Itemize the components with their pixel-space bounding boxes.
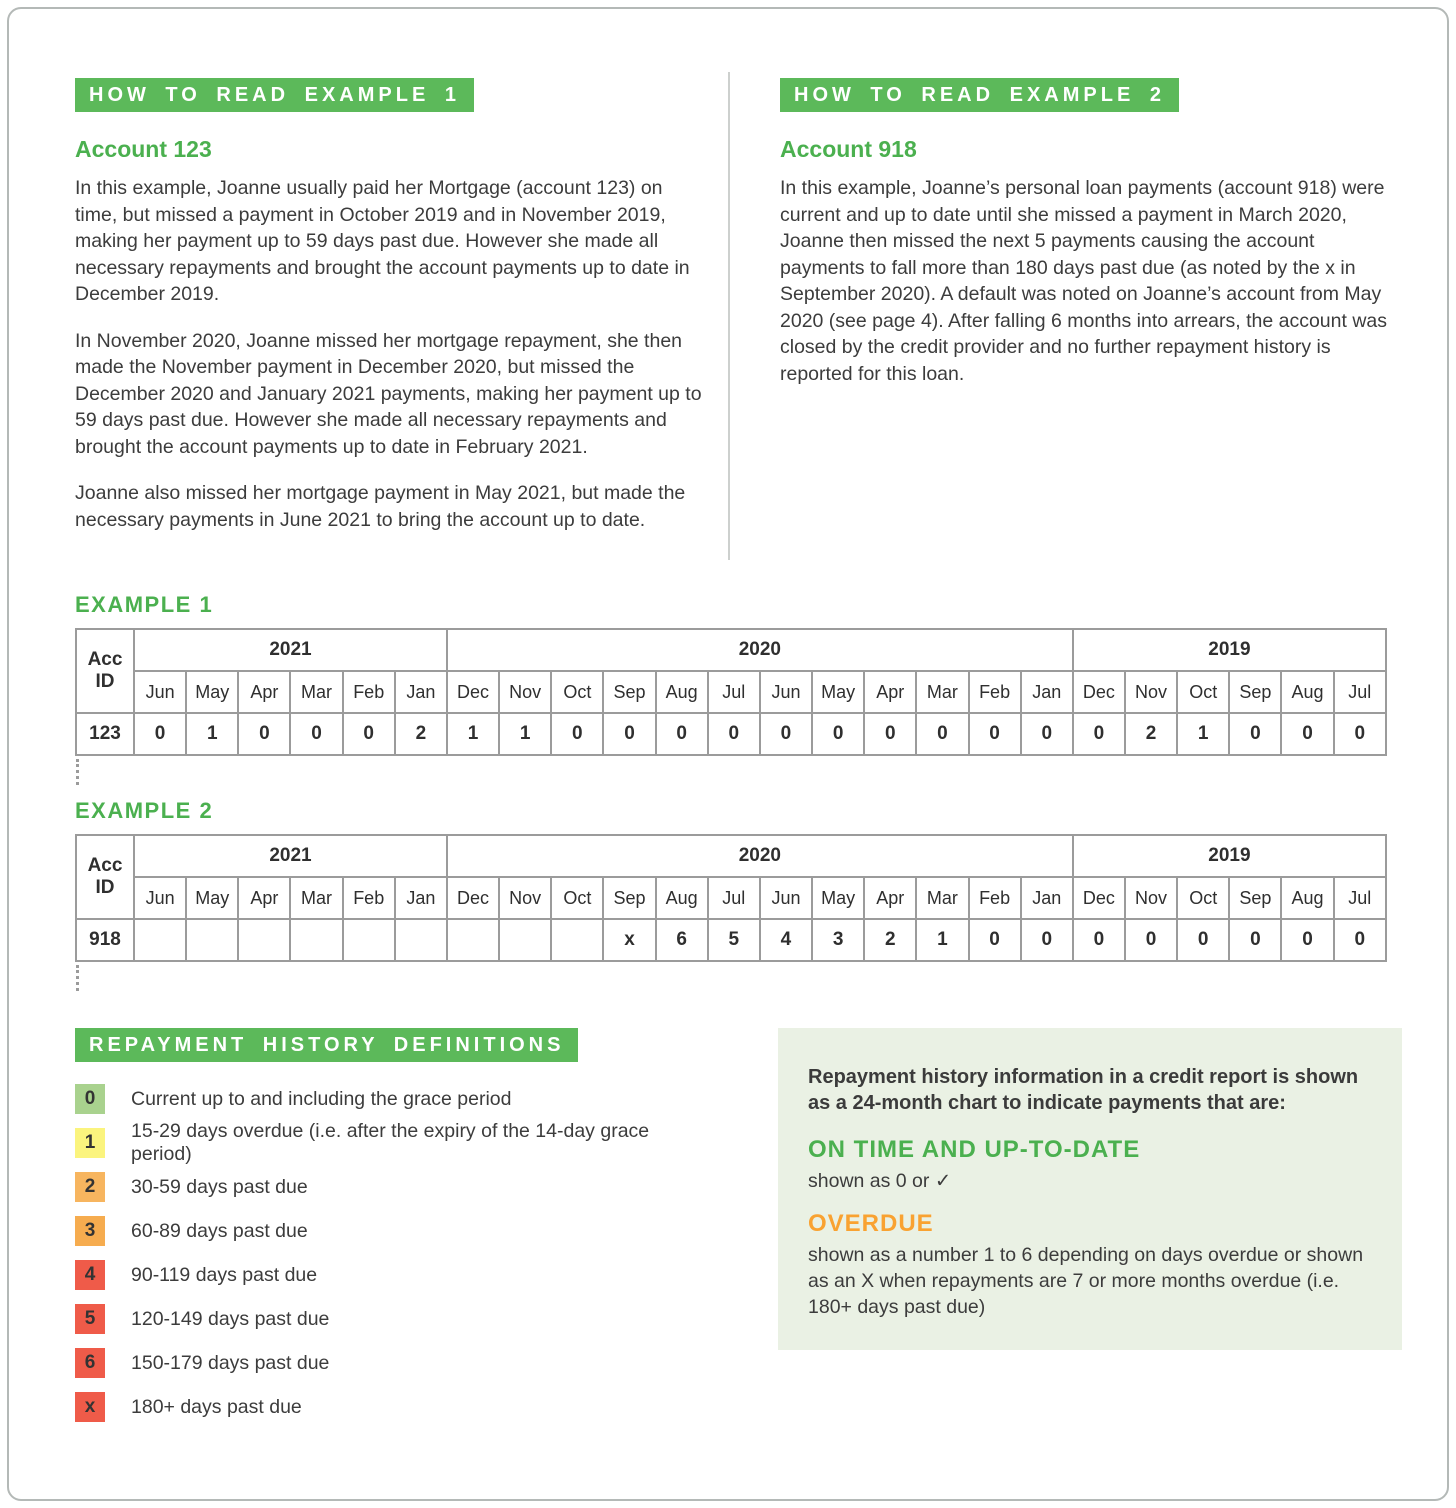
repayment-status-cell: 0	[551, 713, 603, 755]
month-header: May	[186, 877, 238, 919]
repayment-status-cell: 0	[916, 713, 968, 755]
repayment-status-cell: 0	[1073, 713, 1125, 755]
legend-label: 180+ days past due	[131, 1395, 302, 1418]
repayment-status-cell: 0	[1021, 713, 1073, 755]
month-header: Sep	[603, 877, 655, 919]
repayment-status-cell: 0	[134, 713, 186, 755]
legend-swatch: 4	[75, 1260, 105, 1290]
month-header: Nov	[1125, 877, 1177, 919]
month-header: Sep	[603, 671, 655, 713]
repayment-status-cell: 0	[656, 713, 708, 755]
legend-swatch: 1	[75, 1128, 105, 1158]
how-to-read-example-1-banner: HOW TO READ EXAMPLE 1	[75, 78, 474, 112]
month-header: Jun	[134, 877, 186, 919]
repayment-status-cell: 1	[916, 919, 968, 961]
month-header: Jul	[708, 877, 760, 919]
legend-item	[75, 1348, 715, 1378]
year-header: 2020	[447, 629, 1073, 671]
month-header: Apr	[238, 877, 290, 919]
legend-label: 120-149 days past due	[131, 1307, 330, 1330]
example-1-paragraph: In this example, Joanne usually paid her Mortgage (account 123) on time, but missed a payment in October 2019 and in November 2019, making her payment up to 59 days past due. However she made all necessary repayments and brought the account payments up to date in December 2019.	[75, 177, 690, 305]
repayment-status-cell: 3	[812, 919, 864, 961]
month-header: Jan	[395, 877, 447, 919]
legend-item	[75, 1216, 715, 1246]
account-918-heading: Account 918	[780, 136, 917, 162]
legend-swatch: 5	[75, 1304, 105, 1334]
repayment-status-cell: 0	[1334, 713, 1386, 755]
year-header: 2020	[447, 835, 1073, 877]
month-header: Aug	[1281, 877, 1333, 919]
month-header: Oct	[1177, 671, 1229, 713]
repayment-status-cell: 0	[1334, 919, 1386, 961]
month-header: Mar	[916, 877, 968, 919]
definitions-banner: REPAYMENT HISTORY DEFINITIONS	[75, 1028, 578, 1062]
month-header: Feb	[343, 877, 395, 919]
repayment-status-cell: 2	[1125, 713, 1177, 755]
month-header: Dec	[447, 671, 499, 713]
repayment-status-cell: 0	[708, 713, 760, 755]
repayment-status-cell	[395, 919, 447, 961]
on-time-heading: ON TIME AND UP-TO-DATE	[808, 1136, 1141, 1163]
repayment-status-cell	[551, 919, 603, 961]
legend-label: 90-119 days past due	[131, 1263, 318, 1286]
month-header: Sep	[1229, 671, 1281, 713]
example-1-paragraph: In November 2020, Joanne missed her mortgage repayment, she then made the November payment in December 2020, but missed the December 2020 and January 2021 payments, making her payment up to 59 days past due. However she made all necessary repayments and brought the account payments up to date in February 2021.	[75, 329, 702, 458]
column-divider	[728, 72, 730, 560]
how-to-read-example-2-section	[780, 78, 1400, 407]
repayment-history-definitions-section	[75, 1028, 715, 1436]
repayment-status-cell: 0	[969, 713, 1021, 755]
definitions-legend	[75, 1084, 715, 1422]
month-header: Jun	[760, 671, 812, 713]
repayment-status-cell: 0	[864, 713, 916, 755]
month-header: Dec	[1073, 671, 1125, 713]
repayment-status-cell: 0	[1021, 919, 1073, 961]
month-header: Jul	[1334, 671, 1386, 713]
month-header: Oct	[551, 877, 603, 919]
example-1-paragraph: Joanne also missed her mortgage payment in May 2021, but made the necessary payments in June 2021 to bring the account up to date.	[75, 482, 686, 531]
overdue-heading: OVERDUE	[808, 1210, 934, 1237]
month-header: Apr	[864, 671, 916, 713]
legend-label: Current up to and including the grace period	[131, 1087, 512, 1110]
year-header: 2021	[134, 835, 447, 877]
month-header: Aug	[656, 671, 708, 713]
table-continuation-dots	[76, 965, 79, 991]
repayment-status-cell: 0	[1073, 919, 1125, 961]
month-header: Jul	[1334, 877, 1386, 919]
repayment-status-cell: 1	[186, 713, 238, 755]
repayment-status-cell: 0	[812, 713, 864, 755]
repayment-status-cell	[447, 919, 499, 961]
month-header: Dec	[447, 877, 499, 919]
repayment-status-cell: 0	[1229, 919, 1281, 961]
repayment-status-cell	[238, 919, 290, 961]
repayment-status-cell: 0	[603, 713, 655, 755]
repayment-history-table	[75, 834, 1387, 962]
example-1-title: EXAMPLE 1	[75, 592, 214, 617]
legend-swatch: 3	[75, 1216, 105, 1246]
repayment-history-info-box	[778, 1028, 1402, 1350]
repayment-status-cell: 2	[864, 919, 916, 961]
acc-id-header: Acc ID	[76, 835, 134, 919]
example-1-table-block	[75, 592, 1389, 785]
repayment-status-cell: 2	[395, 713, 447, 755]
example-2-paragraph: In this example, Joanne’s personal loan payments (account 918) were current and up to date until she missed a payment in March 2020, Joanne then missed the next 5 payments causing the account payments to fall more than 180 days past due (as noted by the x in September 2020). A default was noted on Joanne’s account from May 2020 (see page 4). After falling 6 months into arrears, the account was closed by the credit provider and no further repayment history is reported for this loan.	[780, 177, 1388, 385]
legend-item	[75, 1172, 715, 1202]
legend-swatch: 2	[75, 1172, 105, 1202]
month-header: Oct	[551, 671, 603, 713]
repayment-status-cell	[186, 919, 238, 961]
repayment-history-table	[75, 628, 1387, 756]
repayment-status-cell: 0	[760, 713, 812, 755]
month-header: Aug	[1281, 671, 1333, 713]
month-header: May	[812, 877, 864, 919]
repayment-status-cell: 1	[499, 713, 551, 755]
month-header: Jan	[395, 671, 447, 713]
month-header: Sep	[1229, 877, 1281, 919]
month-header: Jul	[708, 671, 760, 713]
table-continuation-dots	[76, 759, 79, 785]
legend-label: 30-59 days past due	[131, 1175, 308, 1198]
month-header: Nov	[499, 671, 551, 713]
repayment-status-cell: 0	[238, 713, 290, 755]
repayment-status-cell: 0	[343, 713, 395, 755]
year-header: 2021	[134, 629, 447, 671]
legend-item	[75, 1304, 715, 1334]
legend-item	[75, 1084, 715, 1114]
legend-swatch: x	[75, 1392, 105, 1422]
month-header: Feb	[969, 671, 1021, 713]
month-header: Apr	[238, 671, 290, 713]
legend-label: 150-179 days past due	[131, 1351, 330, 1374]
legend-label: 15-29 days overdue (i.e. after the expiry of the 14-day grace period)	[131, 1120, 650, 1165]
overdue-text: shown as a number 1 to 6 depending on days overdue or shown as an X when repayments are 7 or more months overdue (i.e. 180+ days past due)	[808, 1244, 1364, 1318]
month-header: Mar	[290, 877, 342, 919]
repayment-status-cell: 1	[447, 713, 499, 755]
month-header: Feb	[343, 671, 395, 713]
how-to-read-example-2-banner: HOW TO READ EXAMPLE 2	[780, 78, 1179, 112]
legend-item	[75, 1260, 715, 1290]
year-header: 2019	[1073, 629, 1386, 671]
month-header: Jun	[134, 671, 186, 713]
repayment-status-cell: 6	[656, 919, 708, 961]
month-header: Nov	[499, 877, 551, 919]
repayment-status-cell: 0	[1281, 919, 1333, 961]
month-header: Mar	[916, 671, 968, 713]
month-header: Jan	[1021, 877, 1073, 919]
account-id-cell: 123	[76, 713, 134, 755]
month-header: May	[812, 671, 864, 713]
month-header: May	[186, 671, 238, 713]
repayment-status-cell: x	[603, 919, 655, 961]
repayment-status-cell: 0	[290, 713, 342, 755]
example-2-title: EXAMPLE 2	[75, 798, 214, 823]
account-id-cell: 918	[76, 919, 134, 961]
repayment-status-cell	[290, 919, 342, 961]
repayment-status-cell: 0	[969, 919, 1021, 961]
legend-label: 60-89 days past due	[131, 1219, 308, 1242]
repayment-status-cell	[134, 919, 186, 961]
repayment-status-cell: 0	[1125, 919, 1177, 961]
repayment-status-cell	[499, 919, 551, 961]
month-header: Jan	[1021, 671, 1073, 713]
how-to-read-example-1-section	[75, 78, 707, 553]
repayment-status-cell: 0	[1281, 713, 1333, 755]
on-time-text: shown as 0 or ✓	[808, 1170, 952, 1192]
repayment-status-cell: 4	[760, 919, 812, 961]
acc-id-header: Acc ID	[76, 629, 134, 713]
info-box-intro: Repayment history information in a credit report is shown as a 24-month chart to indicate payments that are:	[808, 1066, 1359, 1114]
example-2-table	[75, 834, 1389, 962]
month-header: Oct	[1177, 877, 1229, 919]
month-header: Jun	[760, 877, 812, 919]
month-header: Feb	[969, 877, 1021, 919]
repayment-status-cell	[343, 919, 395, 961]
month-header: Dec	[1073, 877, 1125, 919]
legend-item	[75, 1120, 715, 1165]
repayment-status-cell: 0	[1177, 919, 1229, 961]
month-header: Apr	[864, 877, 916, 919]
account-123-heading: Account 123	[75, 136, 212, 162]
month-header: Aug	[656, 877, 708, 919]
legend-swatch: 6	[75, 1348, 105, 1378]
legend-swatch: 0	[75, 1084, 105, 1114]
example-2-table-block	[75, 798, 1389, 991]
example-1-table	[75, 628, 1389, 756]
repayment-status-cell: 5	[708, 919, 760, 961]
year-header: 2019	[1073, 835, 1386, 877]
repayment-status-cell: 1	[1177, 713, 1229, 755]
legend-item	[75, 1392, 715, 1422]
repayment-status-cell: 0	[1229, 713, 1281, 755]
month-header: Nov	[1125, 671, 1177, 713]
month-header: Mar	[290, 671, 342, 713]
